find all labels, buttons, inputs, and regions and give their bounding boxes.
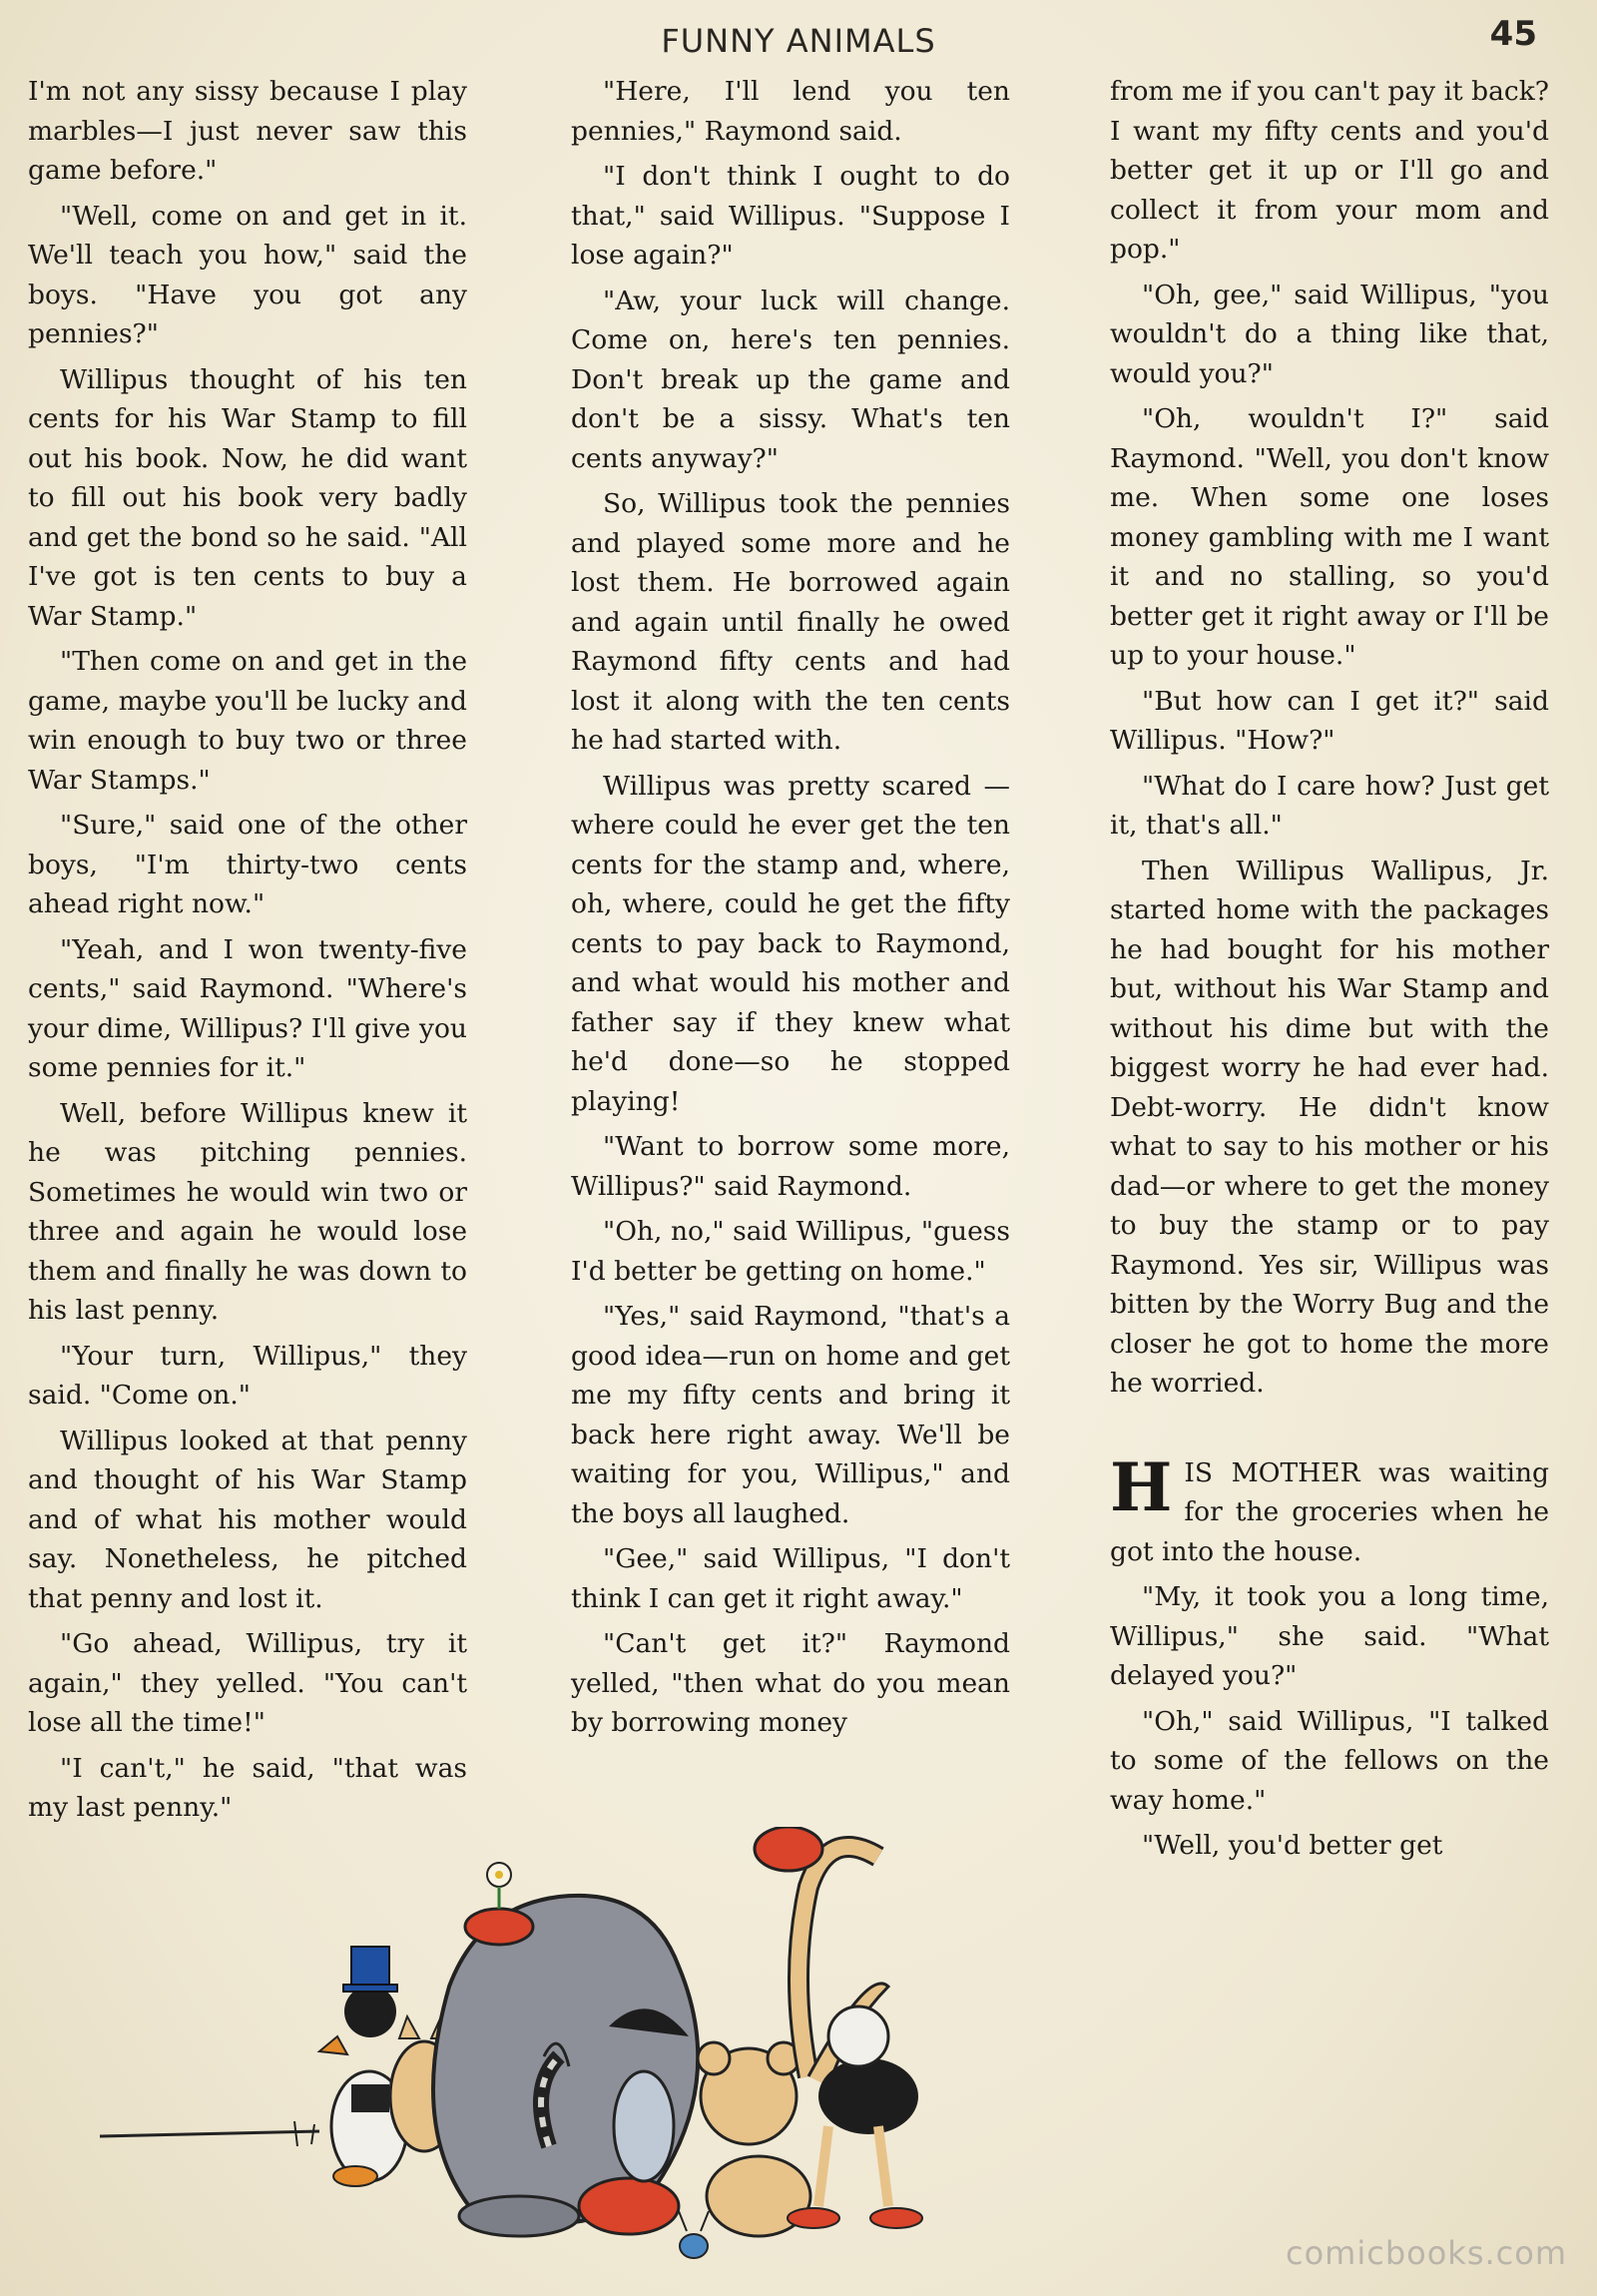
drop-cap: H bbox=[1110, 1447, 1173, 1526]
section-opening-paragraph bbox=[1110, 1447, 1549, 1572]
text-column-2 bbox=[571, 72, 1010, 1749]
paragraph: "Can't get it?" Raymond yelled, "then what do you mean by borrowing money bbox=[571, 1628, 1010, 1738]
paragraph: "Aw, your luck will change. Come on, here's ten pennies. Don't break up the game and don't be a sissy. What's ten cents anyway?" bbox=[571, 285, 1010, 474]
paragraph: "I can't," he said, "that was my last penny." bbox=[28, 1752, 467, 1823]
cartoon-animals-illustration bbox=[90, 1827, 1487, 2276]
paragraph: "Gee," said Willipus, "I don't think I can get it right away." bbox=[571, 1543, 1010, 1614]
paragraph: "Well, come on and get in it. We'll teach you how," said the boys. "Have you got any pennies?" bbox=[28, 200, 467, 349]
paragraph: "Oh, no," said Willipus, "guess I'd better be getting on home." bbox=[571, 1216, 1010, 1287]
paragraph: "My, it took you a long time, Willipus," she said. "What delayed you?" bbox=[1110, 1581, 1549, 1691]
magazine-title: FUNNY ANIMALS bbox=[661, 22, 936, 60]
paragraph: "Well, you'd better get bbox=[1142, 1830, 1443, 1861]
bear-character bbox=[698, 2042, 810, 2236]
paragraph: "Oh, gee," said Willipus, "you wouldn't do a thing like that, would you?" bbox=[1110, 279, 1549, 389]
paragraph: Willipus thought of his ten cents for his War Stamp to fill out his book. Now, he did want to fill out his book very badly and get the bond so he said. "All I've got is ten cents to buy a War Stamp." bbox=[28, 363, 467, 632]
watermark: comicbooks.com bbox=[1285, 2234, 1567, 2272]
bug-character bbox=[679, 2211, 709, 2258]
text-column-1 bbox=[28, 72, 467, 1834]
paragraph: "But how can I get it?" said Willipus. "How?" bbox=[1110, 685, 1549, 756]
paragraph: from me if you can't pay it back? I want my fifty cents and you'd better get it up or I'll go and collect it from your mom and pop." bbox=[1110, 76, 1549, 265]
paragraph: "Your turn, Willipus," they said. "Come on." bbox=[28, 1340, 467, 1411]
paragraph: Willipus was pretty scared —where could he ever get the ten cents for the stamp and, where, oh, where, could he get the fifty cents to pay back to Raymond, and what would his mother and father say if they knew what he'd done—so he stopped playing! bbox=[571, 770, 1010, 1117]
hippo-character bbox=[433, 1863, 698, 2236]
paragraph: "Oh," said Willipus, "I talked to some of the fellows on the way home." bbox=[1110, 1705, 1549, 1816]
paragraph: "Then come on and get in the game, maybe you'll be lucky and win enough to buy two or three War Stamps." bbox=[28, 646, 467, 796]
paragraph: "Sure," said one of the other boys, "I'm thirty-two cents ahead right now." bbox=[28, 810, 467, 919]
duck-character bbox=[319, 1947, 407, 2186]
paragraph: "Go ahead, Willipus, try it again," they yelled. "You can't lose all the time!" bbox=[28, 1628, 467, 1738]
paragraph: "Here, I'll lend you ten pennies," Raymond said. bbox=[571, 76, 1010, 147]
paragraph: "Want to borrow some more, Willipus?" said Raymond. bbox=[571, 1131, 1010, 1202]
paragraph: I'm not any sissy because I play marbles—I just never saw this game before." bbox=[28, 76, 467, 186]
paragraph: So, Willipus took the pennies and played some more and he lost them. He borrowed again and again until finally he owed Raymond fifty cents and had lost it along with the ten cents he had started with. bbox=[571, 488, 1010, 756]
ground-line bbox=[100, 2131, 319, 2136]
paragraph: "What do I care how? Just get it, that's all." bbox=[1110, 770, 1549, 841]
paragraph: "I don't think I ought to do that," said Willipus. "Suppose I lose again?" bbox=[571, 161, 1010, 271]
section-opening-text: IS MOTHER was waiting for the groceries when he got into the house. bbox=[1110, 1456, 1549, 1567]
paragraph: "Yeah, and I won twenty-five cents," said Raymond. "Where's your dime, Willipus? I'll give you some pennies for it." bbox=[28, 933, 467, 1083]
text-column-3 bbox=[1110, 72, 1549, 1872]
paragraph: "Oh, wouldn't I?" said Raymond. "Well, you don't know me. When some one loses money gambling with me I want it and no stalling, so you'd better get it right away or I'll be up to your house." bbox=[1110, 403, 1549, 671]
page-number: 45 bbox=[1489, 14, 1537, 54]
paragraph: Willipus looked at that penny and thought of his War Stamp and of what his mother would say. Nonetheless, he pitched that penny and lost it. bbox=[28, 1425, 467, 1614]
paragraph: Then Willipus Wallipus, Jr. started home with the packages he had bought for his mother but, without his War Stamp and without his dime but with the biggest worry he had ever had. Debt-worry. He didn't know what to say to his mother or his dad—or where to get the money to buy the stamp or to pay Raymond. Yes sir, Willipus was bitten by the Worry Bug and the closer he got to home the more he worried. bbox=[1110, 855, 1549, 1399]
paragraph: Well, before Willipus knew it he was pitching pennies. Sometimes he would win two or three and again he would lose them and finally he was down to his last penny. bbox=[28, 1097, 467, 1326]
paragraph: "Yes," said Raymond, "that's a good idea—run on home and get me my fifty cents and bring it back here right away. We'll be waiting for you, Willipus," and the boys all laughed. bbox=[571, 1301, 1010, 1529]
